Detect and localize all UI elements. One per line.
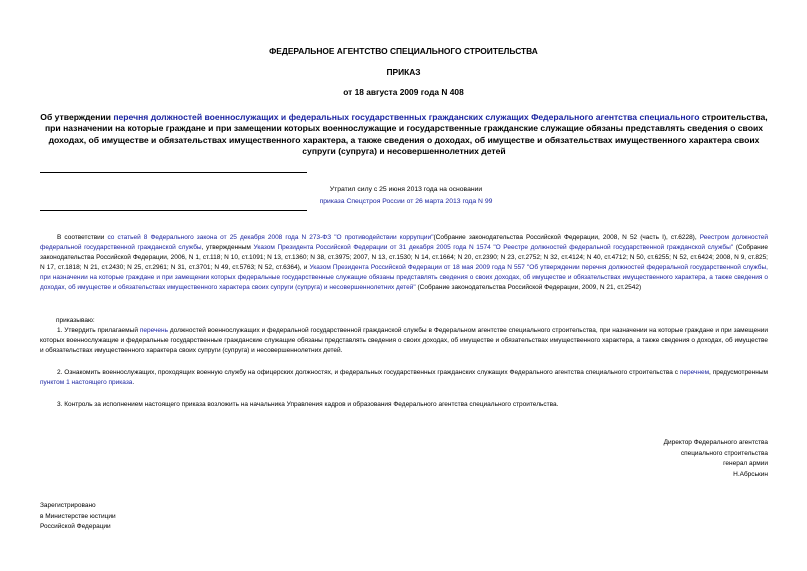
preamble-paragraph xyxy=(40,233,768,294)
registration-line-3: Российской Федерации xyxy=(40,523,111,531)
order-word: приказываю: xyxy=(56,317,95,324)
title-rest: строительства, при назначении на которые граждане и при замещении которых военнослужащие и государственные гражданские служащие обязаны представлять сведения о своих доходах, об имуществе и обязательствах имущественного характера, а также сведения о доходах, об имуществе и обязательствах имущественного характера своих супруги (супруга) и несовершеннолетних детей xyxy=(44,112,768,156)
item-1-reference-link[interactable]: пунктом 1 настоящего приказа xyxy=(40,379,133,387)
registration-line-1: Зарегистрировано xyxy=(40,502,96,509)
preamble-text-4: (Собрание законодательства Российской Федерации, 2006, N 1, ст.118; N 10, ст.1091; N 13, ст.1360; N 38, ст.3975; 2007, N 13, ст.1530; N 14, ст.1664; N 20, ст.2390; N 23, ст.2752; N 32, ст.4124; N 40, ст.4712; N 50, ст.6255; N 52, ст.6424; 2008, N 9, ст.825; N 17, ст.1818; N 21, ст.2430; N 25, ст.2961; N 31, ст.3701; N 49, ст.5763; N 52, ст.6364), и xyxy=(40,244,768,272)
list-link[interactable]: перечень xyxy=(139,327,168,334)
decree-1574-link[interactable]: Указом Президента Российской Федерации от 31 декабря 2005 года N 1574 "О Реестре должностей федеральной государственной гражданской службы" xyxy=(253,244,734,252)
item-1-paragraph xyxy=(40,326,768,356)
preamble-text-1: В соответствии xyxy=(57,234,108,241)
preamble-text-5: (Собрание законодательства Российской Федерации, 2009, N 21, ст.2542) xyxy=(415,284,642,292)
item-1-text-2: должностей военнослужащих и федеральной государственной гражданской службы в Федеральном агентстве специального строительства, при назначении на которые граждане и при замещении которых военнослужащие и федеральные государственные гражданские служащие обязаны представлять сведения о своих доходах, об имуществе и обязательствах имущественного характера, а также сведения о доходах, об имуществе и обязательствах имущественного характера своих супруги (супруга) и несовершеннолетних детей. xyxy=(40,327,768,355)
registry-link[interactable]: Реестром должностей федеральной государственной гражданской службы xyxy=(40,234,768,252)
divider-bottom xyxy=(40,210,307,211)
preamble-text-3: , утвержденным xyxy=(201,244,254,252)
lost-force-text: Утратил силу с 25 июня 2013 года на основании xyxy=(329,186,483,193)
document-date-number: от 18 августа 2009 года N 408 xyxy=(343,87,464,97)
signature-line-1: Директор Федерального агентства xyxy=(663,439,768,446)
item-2-text-1: 2. Ознакомить военнослужащих, проходящих военную службу на офицерских должностях, и федеральных государственных гражданских служащих Федерального агентства специального строительства с xyxy=(57,369,680,376)
lost-force-note xyxy=(310,184,502,208)
agency-name: ФЕДЕРАЛЬНОЕ АГЕНТСТВО СПЕЦИАЛЬНОГО СТРОИТЕЛЬСТВА xyxy=(269,46,538,56)
signature-line-2: специального строительства xyxy=(680,449,768,457)
preamble-text-2: (Собрание законодательства Российской Федерации, 2008, N 52 (часть I), ст.6228), xyxy=(433,234,700,241)
decree-557-link[interactable]: Указом Президента Российской Федерации от 18 мая 2009 года N 557 "Об утверждении перечня должностей федеральной государственной службы, при назначении на которые граждане и при замещении которых федеральные государственные служащие обязаны представлять сведения о своих доходах, об имуществе и обязательствах имущественного характера, а также сведения о доходах, об имуществе и обязательствах имущественного характера своих супруги (супруга) и несовершеннолетних детей" xyxy=(40,264,768,292)
law-273-link[interactable]: со статьей 8 Федерального закона от 25 декабря 2008 года N 273-ФЗ "О противодействии коррупции" xyxy=(107,234,434,241)
registration-line-2: в Министерстве юстиции xyxy=(40,512,116,520)
item-2-text-2: , предусмотренным xyxy=(709,369,768,376)
signature-line-3: генерал армии xyxy=(723,460,768,468)
lost-force-link[interactable]: приказа Спецстроя России от 26 марта 2013 года N 99 xyxy=(319,198,493,205)
document-type: ПРИКАЗ xyxy=(386,67,421,77)
document-title xyxy=(34,112,774,157)
item-3-paragraph: 3. Контроль за исполнением настоящего приказа возложить на начальника Управления кадров и образования Федерального агентства специального строительства. xyxy=(57,401,559,408)
title-link[interactable]: перечня должностей военнослужащих и федеральных государственных гражданских служащих Федерального агентства специального xyxy=(113,112,700,122)
item-2-paragraph xyxy=(40,368,768,388)
title-prefix: Об утверждении xyxy=(40,112,114,122)
divider-top xyxy=(40,172,307,173)
registration-block xyxy=(40,501,116,533)
item-1-text-1: 1. Утвердить прилагаемый xyxy=(57,327,140,334)
signature-block xyxy=(600,438,768,480)
list-link-2[interactable]: перечнем xyxy=(679,369,710,376)
item-2-text-3: . xyxy=(132,379,135,387)
signature-name: Н.Абрськин xyxy=(733,470,768,478)
